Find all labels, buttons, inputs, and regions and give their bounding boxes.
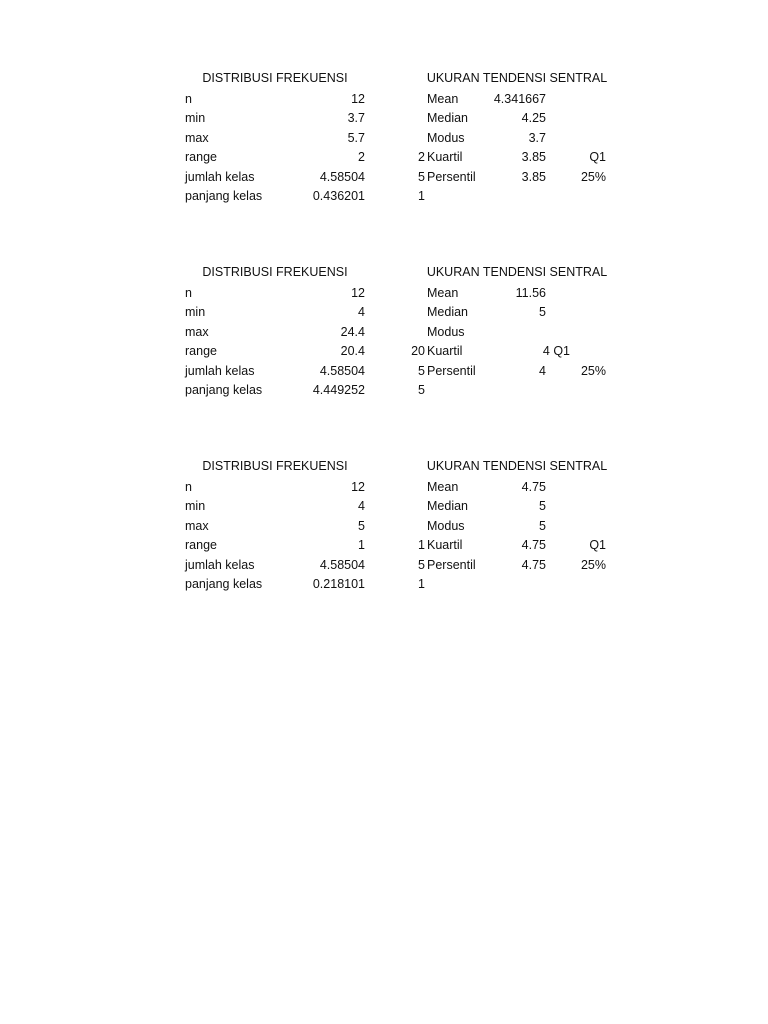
stat-label: panjang kelas	[185, 577, 263, 591]
tendency-extra: 25%	[580, 557, 606, 572]
tendency-label: Persentil	[427, 363, 476, 378]
class-count-value: 1	[418, 189, 425, 203]
stat-label: n	[185, 92, 192, 106]
tendency-label: Persentil	[427, 557, 476, 572]
tendency-label: Modus	[427, 518, 465, 533]
stat-label: n	[185, 480, 192, 494]
stat-value: 4.58504	[319, 169, 365, 184]
stat-value: 4.58504	[319, 363, 365, 378]
tendency-value: 3.85	[521, 150, 546, 165]
tendency-label: Mean	[427, 92, 459, 106]
frequency-distribution-title: DISTRIBUSI FREKUENSI	[202, 71, 348, 85]
stats-section	[0, 459, 768, 609]
stat-label: max	[185, 130, 209, 145]
tendency-label: Modus	[427, 324, 465, 339]
tendency-label: Kuartil	[427, 538, 463, 553]
stat-label: panjang kelas	[185, 383, 263, 397]
tendency-extra: Q1	[589, 150, 606, 165]
stats-section	[0, 71, 768, 221]
stat-value: 24.4	[340, 324, 365, 339]
tendency-extra: Q1	[589, 538, 606, 553]
stat-value: 4.449252	[312, 383, 365, 397]
stat-label: n	[185, 286, 192, 300]
stat-label: min	[185, 499, 206, 514]
tendency-label: Mean	[427, 480, 459, 494]
stat-value: 4	[358, 499, 365, 514]
tendency-value: 3.85	[521, 169, 546, 184]
stat-value: 3.7	[347, 111, 365, 126]
stat-label: max	[185, 324, 209, 339]
tendency-extra: 25%	[580, 169, 606, 184]
class-count-value: 5	[418, 363, 425, 378]
tendency-value: 4	[539, 363, 546, 378]
stat-value: 2	[358, 150, 365, 165]
stat-label: panjang kelas	[185, 189, 263, 203]
stat-label: jumlah kelas	[185, 363, 255, 378]
tendency-value: 5	[539, 518, 546, 533]
stat-value: 20.4	[340, 344, 365, 359]
stat-label: jumlah kelas	[185, 557, 255, 572]
stat-value: 12	[351, 92, 365, 106]
stat-label: jumlah kelas	[185, 169, 255, 184]
stat-label: range	[185, 150, 217, 165]
tendency-label: Kuartil	[427, 344, 463, 359]
tendency-value: 4.75	[521, 480, 546, 494]
tendency-label: Median	[427, 305, 468, 320]
tendency-value: 3.7	[528, 130, 546, 145]
tendency-label: Modus	[427, 130, 465, 145]
stat-value: 0.436201	[312, 189, 365, 203]
stat-label: min	[185, 305, 206, 320]
tendency-label: Median	[427, 111, 468, 126]
frequency-distribution-title: DISTRIBUSI FREKUENSI	[202, 459, 348, 473]
tendency-label: Median	[427, 499, 468, 514]
tendency-label: Persentil	[427, 169, 476, 184]
tendency-value: 4.341667	[493, 92, 546, 106]
class-count-value: 2	[418, 150, 425, 165]
tendency-value: 5	[539, 305, 546, 320]
tendency-value: 4.75	[521, 538, 546, 553]
class-count-value: 1	[418, 538, 425, 553]
stat-value: 4	[358, 305, 365, 320]
tendency-value: 4 Q1	[542, 344, 570, 359]
class-count-value: 1	[418, 577, 425, 591]
tendency-label: Kuartil	[427, 150, 463, 165]
stat-label: min	[185, 111, 206, 126]
central-tendency-title: UKURAN TENDENSI SENTRAL	[426, 71, 608, 85]
class-count-value: 20	[411, 344, 425, 359]
class-count-value: 5	[418, 557, 425, 572]
stats-section	[0, 265, 768, 415]
central-tendency-title: UKURAN TENDENSI SENTRAL	[426, 459, 608, 473]
tendency-value: 5	[539, 499, 546, 514]
stat-value: 0.218101	[312, 577, 365, 591]
stat-value: 12	[351, 480, 365, 494]
tendency-value: 4.75	[521, 557, 546, 572]
frequency-distribution-title: DISTRIBUSI FREKUENSI	[202, 265, 348, 279]
stat-value: 5	[358, 518, 365, 533]
stat-value: 5.7	[347, 130, 365, 145]
central-tendency-title: UKURAN TENDENSI SENTRAL	[426, 265, 608, 279]
stat-value: 1	[358, 538, 365, 553]
tendency-label: Mean	[427, 286, 459, 300]
tendency-extra: 25%	[580, 363, 606, 378]
class-count-value: 5	[418, 169, 425, 184]
tendency-value: 4.25	[521, 111, 546, 126]
class-count-value: 5	[418, 383, 425, 397]
stat-value: 12	[351, 286, 365, 300]
stat-label: range	[185, 538, 217, 553]
tendency-value: 11.56	[515, 286, 546, 300]
stat-label: range	[185, 344, 217, 359]
stat-label: max	[185, 518, 209, 533]
stat-value: 4.58504	[319, 557, 365, 572]
